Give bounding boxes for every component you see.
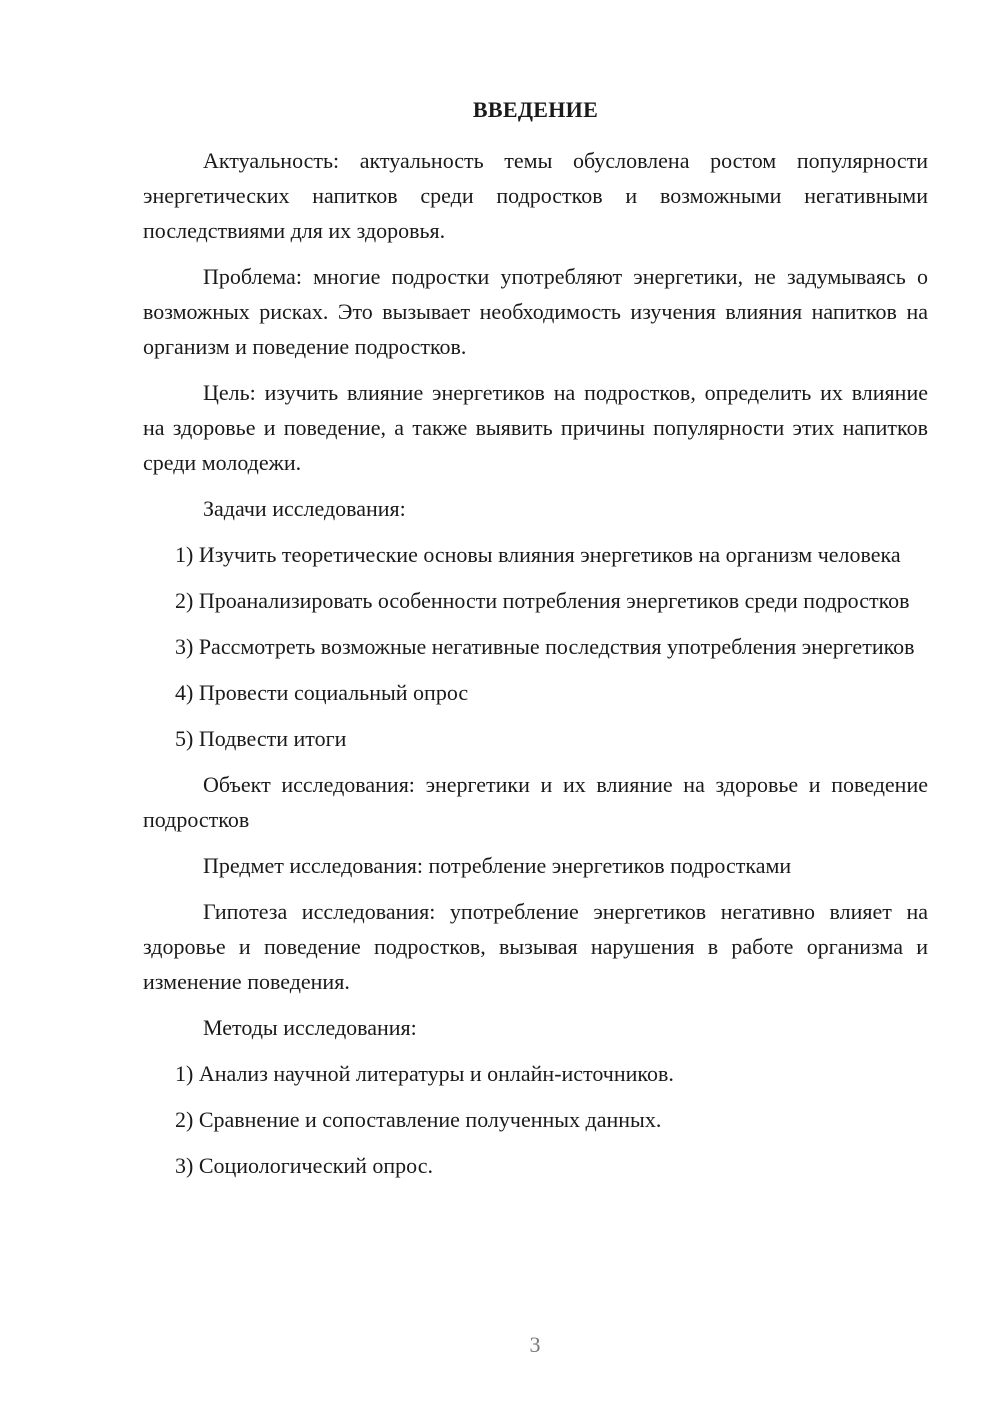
task-item-4: 4) Провести социальный опрос [175,680,469,705]
hypothesis-paragraph: Гипотеза исследования: употребление энергетиков негативно влияет на здоровье и поведение подростков, вызывая нарушения в работе организма и изменение поведения. [143,899,928,994]
method-item-3: 3) Социологический опрос. [175,1153,433,1178]
problem-paragraph: Проблема: многие подростки употребляют энергетики, не задумываясь о возможных рисках. Это вызывает необходимость изучения влияния напитков на организм и поведение подростков. [143,264,928,359]
object-paragraph: Объект исследования: энергетики и их влияние на здоровье и поведение подростков [143,772,928,832]
tasks-heading: Задачи исследования: [203,496,406,521]
relevance-paragraph: Актуальность: актуальность темы обусловлена ростом популярности энергетических напитков среди подростков и возможными негативными последствиями для их здоровья. [143,148,928,243]
subject-paragraph: Предмет исследования: потребление энергетиков подростками [203,853,792,878]
task-item-5: 5) Подвести итоги [175,726,347,751]
task-item-1: 1) Изучить теоретические основы влияния энергетиков на организм человека [175,542,901,567]
method-item-1: 1) Анализ научной литературы и онлайн-источников. [175,1061,674,1086]
task-item-3: 3) Рассмотреть возможные негативные последствия употребления энергетиков [175,634,915,659]
goal-paragraph: Цель: изучить влияние энергетиков на подростков, определить их влияние на здоровье и поведение, а также выявить причины популярности этих напитков среди молодежи. [143,380,928,475]
section-heading: ВВЕДЕНИЕ [472,97,599,122]
method-item-2: 2) Сравнение и сопоставление полученных данных. [175,1107,662,1132]
methods-heading: Методы исследования: [203,1015,417,1040]
task-item-2: 2) Проанализировать особенности потребления энергетиков среди подростков [175,588,910,613]
document-page [143,95,928,1194]
page-number: 3 [529,1332,541,1357]
